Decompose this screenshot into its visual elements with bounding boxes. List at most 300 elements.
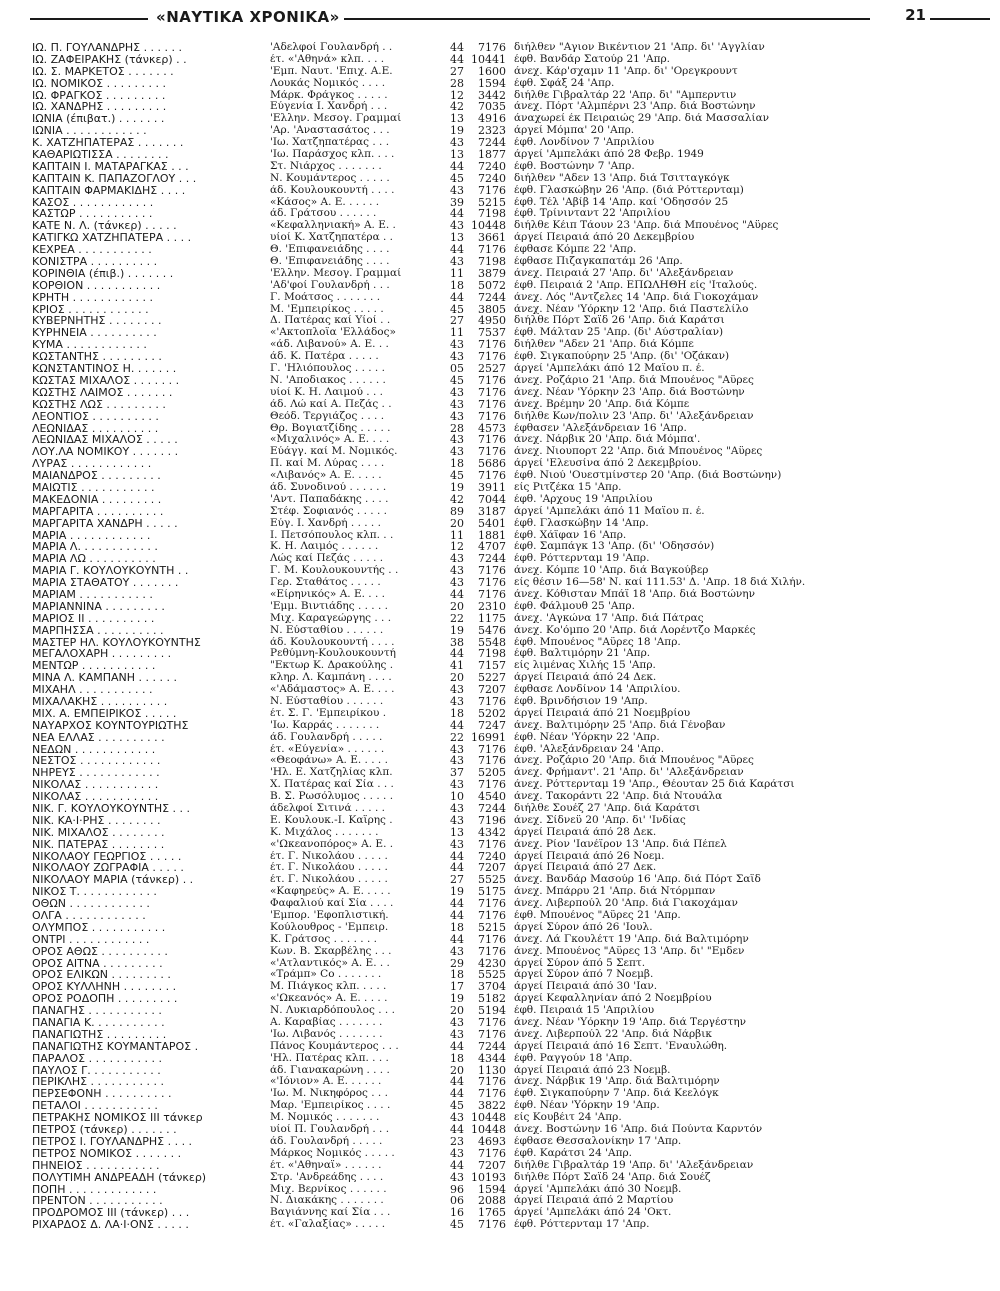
table-row [0,755,1000,767]
voyage-status: έφθ. Βοστώνην 7 'Απρ. [514,160,635,172]
value-b: 7196 [478,814,506,827]
ship-name: ΜΑΡΙΑ Γ. ΚΟΥΛΟΥΚΟΥΝΤΗ . . [32,565,189,578]
table-row [0,1065,1000,1077]
value-b: 7198 [478,256,506,268]
table-row [0,874,1000,886]
value-b: 7176 [478,1147,506,1160]
ship-name: ΚΩΝΣΤΑΝΤΙΝΟΣ Η. . . . . . . [32,363,177,375]
owner: «Τράμπ» Co . . . . . . . [270,969,382,981]
ship-name: ΚΑΠΤΑΙΝ Ι. ΜΑΤΑΡΑΓΚΑΣ . . . [32,160,189,173]
value-a: 22 [450,612,464,625]
ship-name: ΠΑΝΑΓΙΩΤΗΣ . . . . . . . . . [32,1028,167,1041]
table-row [0,862,1000,874]
table-row [0,684,1000,696]
table-row [0,660,1000,672]
value-a: 37 [450,767,464,780]
owner: άδελφοί Σιτινά . . . . . [270,803,385,814]
value-a: 43 [450,695,464,708]
value-a: 10 [450,791,464,804]
value-a: 43 [450,1028,464,1041]
value-a: 45 [450,1100,464,1113]
value-a: 89 [450,505,464,518]
value-b: 1594 [478,77,506,90]
owner: 'Ελλην. Μεσογ. Γραμμαί [270,267,402,279]
voyage-status: έφθασε Κόμπε 22 'Απρ. [514,244,637,256]
owner: «άδ. Λιβανού» Α. Ε. . . [270,339,389,351]
voyage-status: άνεχ. Τακοράντι 22 'Απρ. διά Ντουάλα [514,791,723,803]
ship-name: ΠΑΥΛΟΣ Γ. . . . . . . . . . . [32,1064,161,1077]
value-b: 7244 [478,137,506,150]
ship-name: ΛΥΡΑΣ . . . . . . . . . . . . [32,458,152,471]
voyage-status: άνεχ. Κόμπε 10 'Απρ. διά Βαγκούβερ [514,565,709,577]
value-b: 5525 [478,874,506,887]
value-a: 44 [450,1124,464,1136]
owner: Στ. Νιάρχος . . . . . . . [270,160,382,172]
value-a: 43 [450,553,464,566]
table-row [0,387,1000,399]
ship-name: ΠΟΛΥΤΙΜΗ ΑΝΔΡΕΑΔΗ (τάνκερ) [32,1171,207,1184]
table-row [0,399,1000,411]
value-a: 23 [450,1135,464,1148]
table-row [0,565,1000,577]
value-a: 44 [450,244,464,257]
value-a: 27 [450,65,464,78]
owner: Α. Καραβίας . . . . . . . [270,1017,383,1029]
value-a: 43 [450,386,464,399]
value-a: 45 [450,374,464,387]
voyage-status: άνεχ. Ροζάριο 20 'Απρ. διά Μπουένος "Αϋρες [514,755,754,767]
owner: 'Αρ. 'Αναστασάτος . . . [270,125,390,137]
ship-name: ΚΡΙΟΣ . . . . . . . . . . . . [32,303,149,316]
value-a: 20 [450,1064,464,1077]
voyage-status: άργεί 'Αμπελάκι άπό 28 Φεβρ. 1949 [514,149,704,161]
ship-name: ΚΟΡΙΝΘΙΑ (έπιβ.) . . . . . . . [32,267,174,280]
table-row [0,1112,1000,1124]
voyage-status: άνεχ. Μπουένος "Αϋρες 13 'Απρ. δι' "Εμδεν [514,945,745,957]
voyage-status: άργεί Κεφαλληνίαν άπό 2 Νοεμβρίου [514,993,712,1005]
voyage-status: έφθ. Φάλμουθ 25 'Απρ. [514,600,635,612]
ship-name: ΝΙΚ. ΠΑΤΕΡΑΣ . . . . . . . . [32,838,165,851]
owner: «Θεοφάνω» Α. Ε. . . . . [270,755,388,767]
voyage-status: άνεχ. Κόθισταν Μπάϊ 18 'Απρ. διά Βοστώνην [514,588,755,600]
value-b: 7176 [478,1028,506,1041]
value-b: 7537 [478,327,506,340]
value-b: 7207 [478,1159,506,1172]
value-b: 1877 [478,149,506,161]
ship-name: ΠΡΕΝΤΟΝ . . . . . . . . . . . [32,1195,163,1208]
value-a: 43 [450,398,464,411]
owner: Ν. Κουμάντερος . . . . . [270,172,390,184]
ship-name: ΠΕΤΡΑΚΗΣ ΝΟΜΙΚΟΣ ΙΙΙ τάνκερ [32,1112,203,1125]
ship-name: ΠΑΝΑΓΙΩΤΗΣ ΚΟΥΜΑΝΤΑΡΟΣ . [32,1040,199,1053]
table-row [0,637,1000,649]
value-a: 43 [450,684,464,696]
value-a: 19 [450,993,464,1006]
ship-name: ΜΑΡΙΑ . . . . . . . . . . . . [32,529,151,542]
table-row [0,1041,1000,1053]
value-a: 44 [450,291,464,304]
value-b: 7176 [478,1088,506,1101]
value-b: 2323 [478,125,506,138]
ship-name: ΜΑΡΙΑ Λ. . . . . . . . . . . . [32,541,158,554]
table-row [0,732,1000,744]
voyage-status: έφθ. Ρόττερνταμ 17 'Απρ. [514,1219,650,1231]
value-b: 7240 [478,850,506,863]
owner: άδ. Γράτσου . . . . . . [270,208,377,220]
owner: άδ. Γιανακαρώνη . . . . [270,1064,390,1076]
owner: έτ. Γ. Νικολάου . . . . . [270,874,388,886]
table-row [0,541,1000,553]
table-row [0,839,1000,851]
owner: Μάρκ. Φράγκος . . . . . [270,89,388,101]
owner: 'Ηλ. Ε. Χατζηλίας κλπ. [270,767,393,779]
ship-name: ΜΑΡΓΑΡΙΤΑ . . . . . . . . . . [32,505,164,518]
ship-name: ΝΙΚ. ΜΙΧΑΛΟΣ . . . . . . . . [32,826,165,839]
value-b: 5215 [478,921,506,934]
value-b: 3187 [478,505,506,518]
voyage-status: άναχωρεί έκ Πειραιώς 29 'Απρ. διά Μασσαλίαν [514,113,770,125]
owner: άδ. Γουλανδρή . . . . . [270,1135,383,1147]
table-row [0,1005,1000,1017]
value-a: 44 [450,588,464,601]
voyage-status: άνεχ. Ρόττερνταμ 19 'Απρ., Θέουταν 25 διά Καράτσι [514,779,795,791]
table-row [0,1148,1000,1160]
owner: Λώς καί Πεζάς . . . . . [270,553,384,565]
ship-name: ΜΙΧ. Α. ΕΜΠΕΙΡΙΚΟΣ . . . . . [32,707,177,720]
owner: έτ. Γ. Νικολάου . . . . . [270,862,388,874]
value-b: 4573 [478,422,506,435]
table-row [0,304,1000,316]
value-b: 3911 [478,481,506,494]
table-row [0,113,1000,125]
value-a: 45 [450,172,464,185]
ship-name: ΚΡΗΤΗ . . . . . . . . . . . . [32,291,154,304]
owner: Θρ. Βογιατζίδης . . . . . [270,422,391,434]
value-b: 7176 [478,398,506,411]
voyage-status: άνεχ. Νιουπορτ 22 'Απρ. διά Μπουένος "Αϋρες [514,446,763,458]
owner: Β. Σ. Ρωσόλυμος . . . . . [270,791,394,803]
value-a: 13 [450,113,464,126]
voyage-status: έφθ. Βαλτιμόρην 21 'Απρ. [514,648,651,660]
voyage-status: έφθ. Νέαν 'Υόρκην 22 'Απρ. [514,731,660,743]
voyage-status: διήλθεν "Αδεν 13 'Απρ. διά Τσιτταγκόγκ [514,172,730,184]
voyage-status: άνεχ. Μπάρρυ 21 'Απρ. διά Ντόρμπαν [514,886,716,898]
value-b: 7176 [478,339,506,352]
value-b: 4342 [478,826,506,839]
value-b: 10441 [471,53,506,66]
owner: Ρεθύμνη-Κουλουκουντή [270,648,396,660]
ship-name: ΚΑΣΟΣ . . . . . . . . . . . . [32,196,154,209]
value-a: 20 [450,517,464,530]
voyage-status: άργεί Σύρον άπό 26 'Ιουλ. [514,921,653,933]
value-a: 43 [450,184,464,197]
voyage-status: άργεί Πειραιά άπό 20 Δεκεμβρίου [514,232,695,244]
value-a: 39 [450,196,464,209]
table-row [0,494,1000,506]
value-a: 12 [450,541,464,554]
value-b: 7244 [478,291,506,304]
voyage-status: διήλθεν "Αδεν 21 'Απρ. διά Κόμπε [514,339,694,351]
value-b: 2527 [478,363,506,375]
table-row [0,625,1000,637]
value-b: 3879 [478,267,506,280]
header-rule-middle [330,18,870,20]
value-b: 7198 [478,648,506,661]
value-a: 29 [450,957,464,970]
ship-name: ΛΟΥ.ΛΑ ΝΟΜΙΚΟΥ . . . . . . . [32,446,179,459]
voyage-status: άργεί Πειραιά άπό 21 Νοεμβρίου [514,707,691,719]
ship-name: ΠΑΝΑΓΙΑ Κ. . . . . . . . . . . [32,1017,165,1029]
value-a: 43 [450,1147,464,1160]
value-a: 11 [450,327,464,340]
owner: έτ. Σ. Γ. 'Εμπειρίκου . [270,707,387,719]
value-a: 18 [450,1052,464,1065]
table-row [0,779,1000,791]
value-a: 43 [450,1017,464,1029]
owner: «Κεφαλληνιακή» Α. Ε. . [270,220,396,232]
value-a: 42 [450,101,464,114]
voyage-status: έφθ. Μάλταν 25 'Απρ. (δι' Αύστραλίαν) [514,327,724,339]
value-a: 43 [450,410,464,423]
table-row [0,934,1000,946]
table-row [0,1088,1000,1100]
voyage-status: άργεί Πειραιά άπό 30 'Ιαν. [514,981,658,993]
ship-name: ΜΙΧΑΗΛ . . . . . . . . . . . [32,684,153,696]
table-row [0,1184,1000,1196]
ship-name: ΚΕΧΡΕΑ . . . . . . . . . . . [32,244,152,257]
ship-name: ΝΙΚΟΣ Τ. . . . . . . . . . . . [32,886,157,899]
ship-name: ΟΡΟΣ ΡΟΔΟΠΗ . . . . . . . . . [32,993,178,1006]
owner: άδ. Συνοδινού . . . . . . [270,481,387,493]
voyage-status: άνεχ. Φρήμαντ'. 21 'Απρ. δι' 'Αλεξάνδρειαν [514,767,744,779]
voyage-status: έφθ. Νιού 'Ουεστμίνστερ 20 'Απρ. (διά Βοστώνην) [514,470,782,482]
ship-name: ΚΩΣΤΑΝΤΗΣ . . . . . . . . . [32,351,162,364]
ship-name: ΜΑΚΕΔΟΝΙΑ . . . . . . . . . [32,493,162,506]
ship-name: ΜΙΝΑ Λ. ΚΑΜΠΑΝΗ . . . . . . [32,672,177,685]
voyage-status: άργεί 'Αμπελάκι άπό 30 Νοεμβ. [514,1183,682,1195]
value-b: 7176 [478,386,506,399]
value-b: 5401 [478,517,506,530]
value-b: 7044 [478,493,506,506]
voyage-status: άργεί Πειραιά άπό 26 Νοεμ. [514,850,665,862]
voyage-status: άνεχ. Ρίον 'Ιανέϊρον 13 'Απρ. διά Πέπελ [514,838,727,850]
ship-name: ΚΑΤΕ Ν. Λ. (τάνκερ) . . . . . [32,220,177,233]
ship-name: ΚΟΡΘΙΟΝ . . . . . . . . . . . [32,279,161,292]
voyage-status: άργεί Μόμπα' 20 'Απρ. [514,125,635,137]
ship-name: ΝΙΚ. ΚΑ·Ι·ΡΗΣ . . . . . . . . [32,814,161,827]
value-b: 7176 [478,838,506,851]
owner: Γ. Μοάτσος . . . . . . . [270,291,381,303]
value-a: 96 [450,1183,464,1196]
voyage-status: έφθ. Πειραιά 15 'Απριλίου [514,1005,655,1017]
voyage-status: έφθ. Σφάξ 24 'Απρ. [514,77,615,89]
table-row [0,327,1000,339]
voyage-status: άργεί Σύρον άπό 7 Νοεμβ. [514,969,654,981]
owner: Θεόδ. Τεργιάζος . . . . [270,410,385,422]
table-row [0,803,1000,815]
value-a: 43 [450,838,464,851]
value-a: 44 [450,1040,464,1053]
owner: «'Ιόνιον» Α. Ε. . . . . . [270,1076,382,1088]
value-b: 7176 [478,577,506,589]
value-b: 7198 [478,208,506,221]
table-row [0,530,1000,542]
value-b: 7176 [478,779,506,792]
voyage-status: άργεί Πειραιά άπό 24 Δεκ. [514,672,657,684]
value-a: 18 [450,969,464,982]
table-row [0,66,1000,78]
voyage-status: άργεί Πειραιά άπό 16 Σεπτ. 'Εναυλώθη. [514,1040,728,1052]
table-row [0,1017,1000,1029]
value-a: 44 [450,898,464,911]
voyage-status: άνεχ. Κο'όμπο 20 'Απρ. διά Λορέντζο Μαρκές [514,624,756,636]
owner: άδ. Κ. Πατέρα . . . . . [270,351,379,363]
voyage-status: άνεχ. Νάρβικ 20 'Απρ. διά Μόμπα'. [514,434,701,446]
table-row [0,280,1000,292]
value-b: 7244 [478,553,506,566]
ship-name: ΛΕΩΝΙΔΑΣ ΜΙΧΑΛΟΣ . . . . . [32,434,178,447]
value-b: 7244 [478,803,506,815]
table-row [0,125,1000,137]
value-b: 7176 [478,374,506,387]
value-b: 7176 [478,446,506,459]
owner: Εύγενία Ι. Χανδρή . . . [270,101,388,113]
owner: «'Ατλαντικός» Α. Ε. . . [270,957,390,969]
table-row [0,315,1000,327]
owner: Χ. Πατέρας καί Σία . . . [270,779,394,791]
value-b: 7176 [478,410,506,423]
ship-name: ΟΡΟΣ ΕΛΙΚΩΝ . . . . . . . . . [32,969,171,982]
owner: υίοί Κ. Χατζηπατέρα . . [270,232,394,244]
value-b: 7240 [478,160,506,173]
value-a: 18 [450,458,464,471]
table-row [0,363,1000,375]
table-row [0,672,1000,684]
table-row [0,446,1000,458]
ship-name: ΟΡΟΣ ΑΙΤΝΑ . . . . . . . . . [32,957,163,970]
value-b: 3805 [478,303,506,316]
table-row [0,470,1000,482]
value-a: 43 [450,339,464,352]
ship-name: Κ. ΧΑΤΖΗΠΑΤΕΡΑΣ . . . . . . . [32,137,184,150]
value-a: 20 [450,600,464,613]
value-a: 44 [450,910,464,922]
table-row [0,1124,1000,1136]
table-row [0,981,1000,993]
table-row [0,506,1000,518]
table-row [0,232,1000,244]
value-b: 7247 [478,719,506,732]
value-a: 19 [450,886,464,899]
owner: "Εκτωρ Κ. Δρακούλης . [270,660,394,672]
value-b: 3442 [478,89,506,102]
value-b: 7176 [478,1017,506,1029]
table-row [0,577,1000,589]
value-a: 06 [450,1195,464,1208]
table-row [0,482,1000,494]
value-b: 5548 [478,636,506,649]
voyage-status: άργεί Πειραιά άπό 27 Δεκ. [514,862,657,874]
page-number: 21 [901,6,930,24]
owner: «'Ωκεανός» Α. Ε. . . . . [270,993,388,1005]
ship-name: ΟΛΓΑ . . . . . . . . . . . . [32,910,146,922]
owner: έτ. «Εύγενία» . . . . . . [270,743,385,755]
value-b: 2310 [478,600,506,613]
value-a: 43 [450,779,464,792]
ship-name: ΠΕΤΡΟΣ (τάνκερ) . . . . . . . [32,1124,177,1136]
owner: Γερ. Σταθάτος . . . . . [270,577,381,589]
value-b: 5205 [478,767,506,780]
voyage-status: άργεί 'Αμπελάκι άπό 12 Μαΐου π. έ. [514,363,705,375]
value-b: 1600 [478,65,506,78]
table-row [0,518,1000,530]
ship-name: ΝΙΚΟΛΑΣ . . . . . . . . . . . [32,791,159,804]
owner: «Καφηρεύς» Α. Ε. . . . . [270,886,391,898]
owner: έτ. «Γαλαξίας» . . . . . [270,1219,386,1231]
table-row [0,1195,1000,1207]
header-rule-left [30,18,148,20]
voyage-status: άνεχ. Νάρβικ 19 'Απρ. διά Βαλτιμόρην [514,1076,720,1088]
owner: Μάρκος Νομικός . . . . . [270,1147,395,1159]
voyage-status: έφθ. Βρινδήσιον 19 'Απρ. [514,695,648,707]
ship-name: ΙΩ. Σ. ΜΑΡΚΕΤΟΣ . . . . . . . [32,65,174,78]
owner: Ε. Κουλουκ.-Ι. Καΐρης . [270,814,393,826]
value-b: 3661 [478,232,506,245]
voyage-status: διήλθεν "Αγιον Βικέντιον 21 'Απρ. δι' 'Αγγλίαν [514,42,765,53]
owner: Στρ. 'Ανδρεάδης . . . . [270,1171,384,1183]
value-a: 43 [450,220,464,233]
table-row [0,993,1000,1005]
table-row [0,898,1000,910]
value-a: 20 [450,672,464,685]
value-b: 7207 [478,862,506,875]
ship-name: ΟΡΟΣ ΑΘΩΣ . . . . . . . . . . [32,945,168,958]
voyage-status: είς Ριτζέκα 15 'Απρ. [514,481,622,493]
ship-name: ΙΩ. ΝΟΜΙΚΟΣ . . . . . . . . . [32,77,167,90]
value-b: 7176 [478,184,506,197]
value-b: 7176 [478,933,506,946]
ship-name: ΜΑΡΙΑ ΛΩ . . . . . . . . . . [32,553,156,566]
ship-name: ΠΗΝΕΙΟΣ . . . . . . . . . . . [32,1159,160,1172]
ship-name: ΝΙΚΟΛΑΟΥ ΓΕΩΡΓΙΟΣ . . . . . [32,850,182,863]
value-b: 7176 [478,1076,506,1089]
value-b: 7176 [478,910,506,922]
publication-title: «ΝΑΥΤΙΚΑ ΧΡΟΝΙΚΑ» [152,8,344,26]
owner: 'Ιω. Παράσχος κλπ. . . . [270,149,395,161]
voyage-status: διήλθε Σουέζ 27 'Απρ. διά Καράτσι [514,803,701,814]
value-b: 7176 [478,565,506,578]
owner: Θ. 'Επιφανειάδης . . . . [270,256,390,268]
voyage-status: άργεί 'Αμπελάκι άπό 24 'Οκτ. [514,1207,672,1219]
voyage-status: έφθ. Καράτσι 24 'Απρ. [514,1147,632,1159]
owner: Στέφ. Σοφιανός . . . . . [270,505,387,517]
voyage-status: άνεχ. Βαλτιμόρην 25 'Απρ. διά Γένοβαν [514,719,726,731]
ship-name: ΚΑΤΙΓΚΩ ΧΑΤΖΗΠΑΤΕΡΑ . . . . [32,232,192,245]
voyage-status: έφθασε Θεσσαλονίκην 17 'Απρ. [514,1135,682,1147]
voyage-status: άργεί Πειραιά άπό 28 Δεκ. [514,826,657,838]
owner: Θ. 'Επιφανειάδης . . . . [270,244,390,256]
value-b: 4693 [478,1135,506,1148]
ship-name: ΟΡΟΣ ΚΥΛΛΗΝΗ . . . . . . . . [32,981,177,994]
table-row [0,256,1000,268]
ship-name: ΙΩΝΙΑ . . . . . . . . . . . . [32,125,147,138]
table-row [0,815,1000,827]
table-row [0,744,1000,756]
table-row [0,411,1000,423]
ship-name: ΚΑΠΤΑΙΝ ΦΑΡΜΑΚΙΔΗΣ . . . . [32,184,186,197]
ship-name: ΠΕΤΡΟΣ ΝΟΜΙΚΟΣ . . . . . . . [32,1147,182,1160]
owner: Μ. Πιάγκος κλπ. . . . . [270,981,387,993]
